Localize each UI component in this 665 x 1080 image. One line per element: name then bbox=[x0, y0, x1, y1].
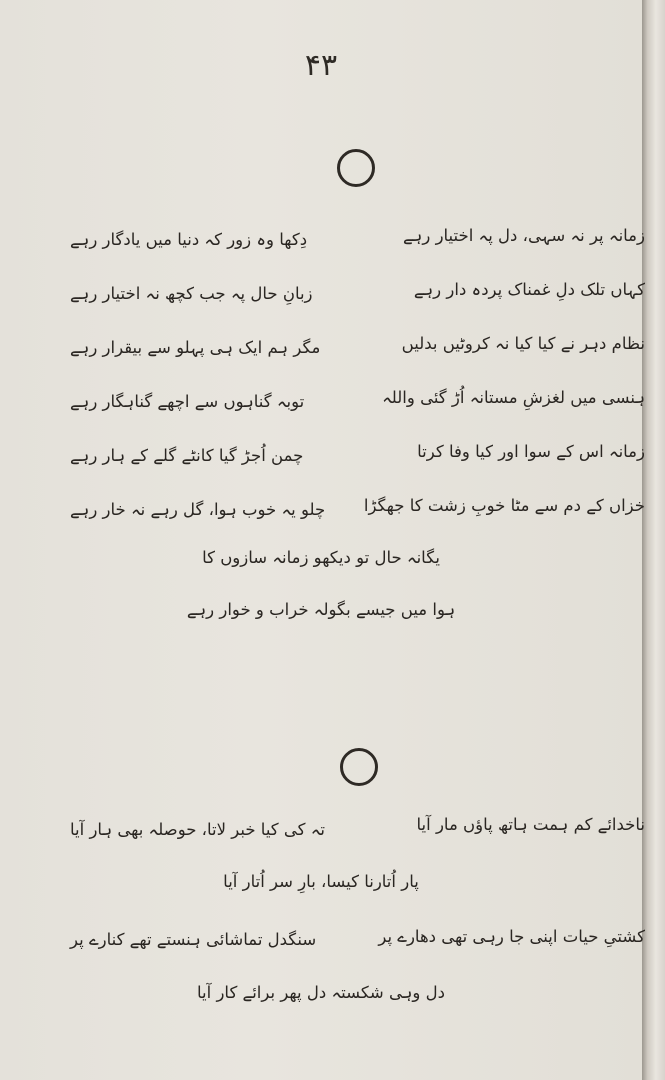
ghazal1-line-5b: چمن اُجڑ گیا کانٹے گلے کے ہار رہے bbox=[70, 446, 304, 465]
ghazal1-line-3a: نظام دہر نے کیا کیا نہ کروٹیں بدلیں bbox=[401, 334, 645, 353]
ghazal1-line-3b: مگر ہم ایک ہی پہلو سے بیقرار رہے bbox=[70, 338, 321, 357]
ghazal2-line-1a: ناخدائے کم ہمت ہاتھ پاؤں مار آیا bbox=[416, 815, 645, 834]
ghazal1-line-2a: کہاں تلک دلِ غمناک پردہ دار رہے bbox=[413, 280, 645, 299]
ghazal1-maqta-1: یگانہ حال تو دیکھو زمانہ سازوں کا bbox=[202, 548, 440, 567]
ghazal1-line-6b: چلو یہ خوب ہوا، گل رہے نہ خار رہے bbox=[70, 500, 326, 519]
section-marker-circle bbox=[337, 149, 375, 187]
ghazal2-line-1b: تہ کی کیا خبر لاتا، حوصلہ بھی ہار آیا bbox=[70, 820, 326, 839]
ghazal2-line-3b: سنگدل تماشائی ہنستے تھے کنارے پر bbox=[70, 930, 317, 949]
ghazal2-line-3a: کشتیِ حیات اپنی جا رہی تھی دھارے پر bbox=[378, 927, 645, 946]
ghazal1-line-2b: زبانِ حال پہ جب کچھ نہ اختیار رہے bbox=[70, 284, 313, 303]
section-marker-circle-2 bbox=[340, 748, 378, 786]
page-edge bbox=[642, 0, 665, 1080]
ghazal1-line-6a: خزاں کے دم سے مٹا خوبِ زشت کا جھگڑا bbox=[363, 496, 645, 515]
ghazal1-line-4b: توبہ گناہوں سے اچھے گناہگار رہے bbox=[70, 392, 305, 411]
ghazal1-maqta-2: ہوا میں جیسے بگولہ خراب و خوار رہے bbox=[186, 600, 456, 619]
ghazal2-line-4: دل وہی شکستہ دل پھر برائے کار آیا bbox=[197, 983, 445, 1002]
ghazal1-line-4a: ہنسی میں لغزشِ مستانہ اُڑ گئی واللہ bbox=[382, 388, 645, 407]
ghazal1-line-5a: زمانہ اس کے سوا اور کیا وفا کرتا bbox=[417, 442, 645, 461]
page-number: ۴۳ bbox=[304, 48, 338, 83]
ghazal2-line-2: پار اُتارنا کیسا، بارِ سر اُتار آیا bbox=[223, 872, 419, 891]
ghazal1-line-1b: دِکھا وہ زور کہ دنیا میں یادگار رہے bbox=[70, 230, 308, 249]
ghazal1-line-1a: زمانہ پر نہ سہی، دل پہ اختیار رہے bbox=[403, 226, 645, 245]
